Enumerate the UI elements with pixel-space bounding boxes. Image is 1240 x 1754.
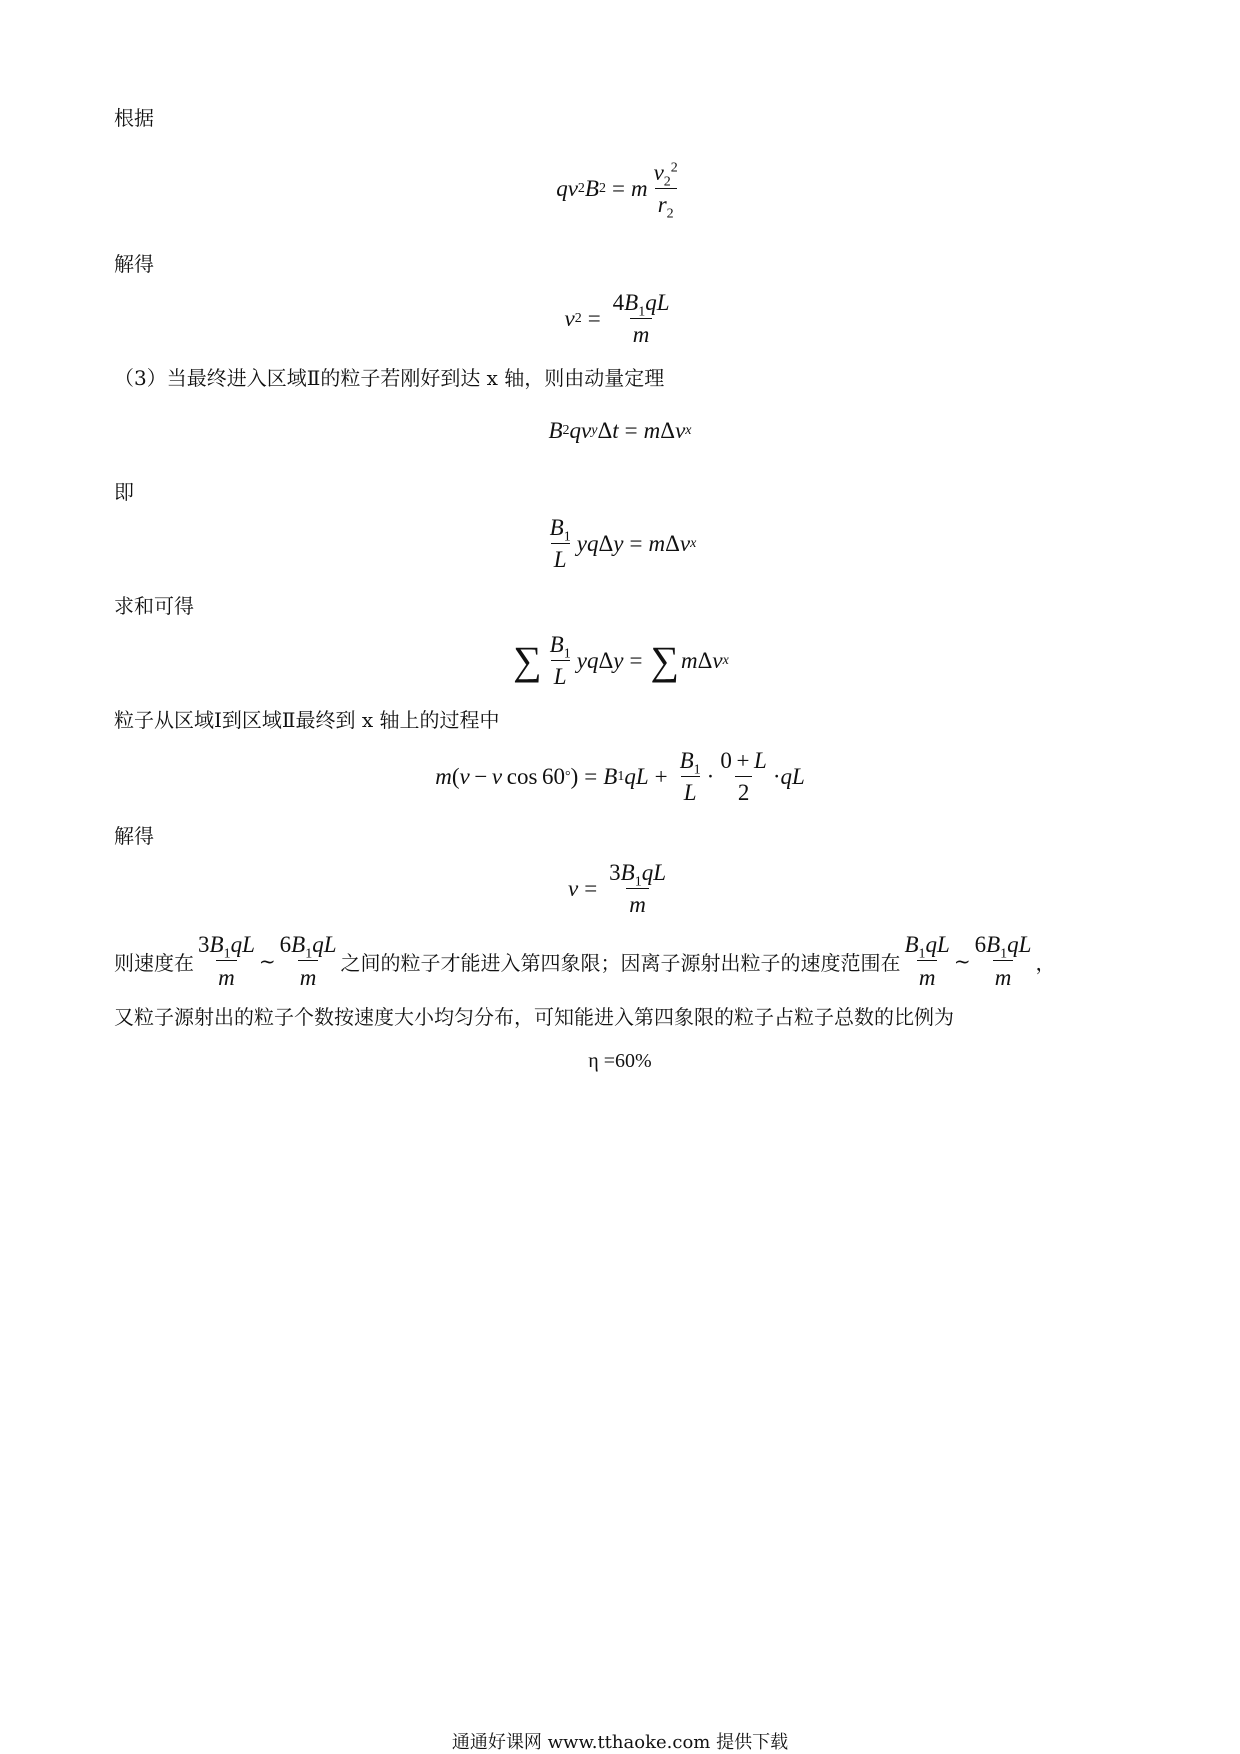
- text-genju: 根据: [114, 106, 154, 130]
- text-uniform-distribution: 又粒子源射出的粒子个数按速度大小均匀分布，可知能进入第四象限的粒子占粒子总数的比例为: [114, 1005, 954, 1029]
- equation-energy-impulse: m ( v − v cos 60 ° ) = B 1 qL + $\frac{B_1}{L}$ · $\frac{0 + L}{2}$ · qL: [435, 748, 805, 806]
- equation-v2: v 2 = $\frac{4B_1qL}{m}$: [564, 290, 670, 348]
- text-jiede-2: 解得: [114, 824, 154, 848]
- text-velocity-range: 则速度在 $\frac{3B_1qL}{m}$ ~ $\frac{6B_1qL}{m}$ 之间的粒子才能进入第四象限；因离子源射出粒子的速度范围在 $\frac{B_1qL}{m}$ ~ $\frac{6B_1qL}{m}$ ，: [114, 932, 1056, 991]
- equation-v-threshold: v = $\frac{3B_1qL}{m}$: [567, 860, 667, 918]
- equation-lorentz-force: q v 2 B 2 = m $\frac{v_2^2}{r_2}$: [0, 160, 1240, 218]
- text-ji: 即: [114, 480, 134, 504]
- text-qiuhe: 求和可得: [114, 594, 194, 618]
- text-part3: （3）当最终进入区域Ⅱ的粒子若刚好到达 x 轴，则由动量定理: [114, 366, 665, 390]
- equation-momentum: B 2 q v y Δ t = m Δ v x: [548, 418, 692, 443]
- text-process: 粒子从区域Ⅰ到区域Ⅱ最终到 x 轴上的过程中: [114, 708, 500, 732]
- footer-source: 通通好课网 www.tthaoke.com 提供下载: [451, 1732, 789, 1753]
- equation-eta: η =60%: [588, 1050, 652, 1072]
- equation-sum: ∑ $\frac{B_1}{L}$ yq Δ y = ∑ m Δ v x: [513, 632, 729, 690]
- text-jiede-1: 解得: [114, 252, 154, 276]
- equation-differential: $\frac{B_1}{L}$ yq Δ y = m Δ v x: [549, 515, 697, 573]
- fraction-v2sq-over-r2: $\frac{v_2^2}{r_2}$: [653, 160, 678, 222]
